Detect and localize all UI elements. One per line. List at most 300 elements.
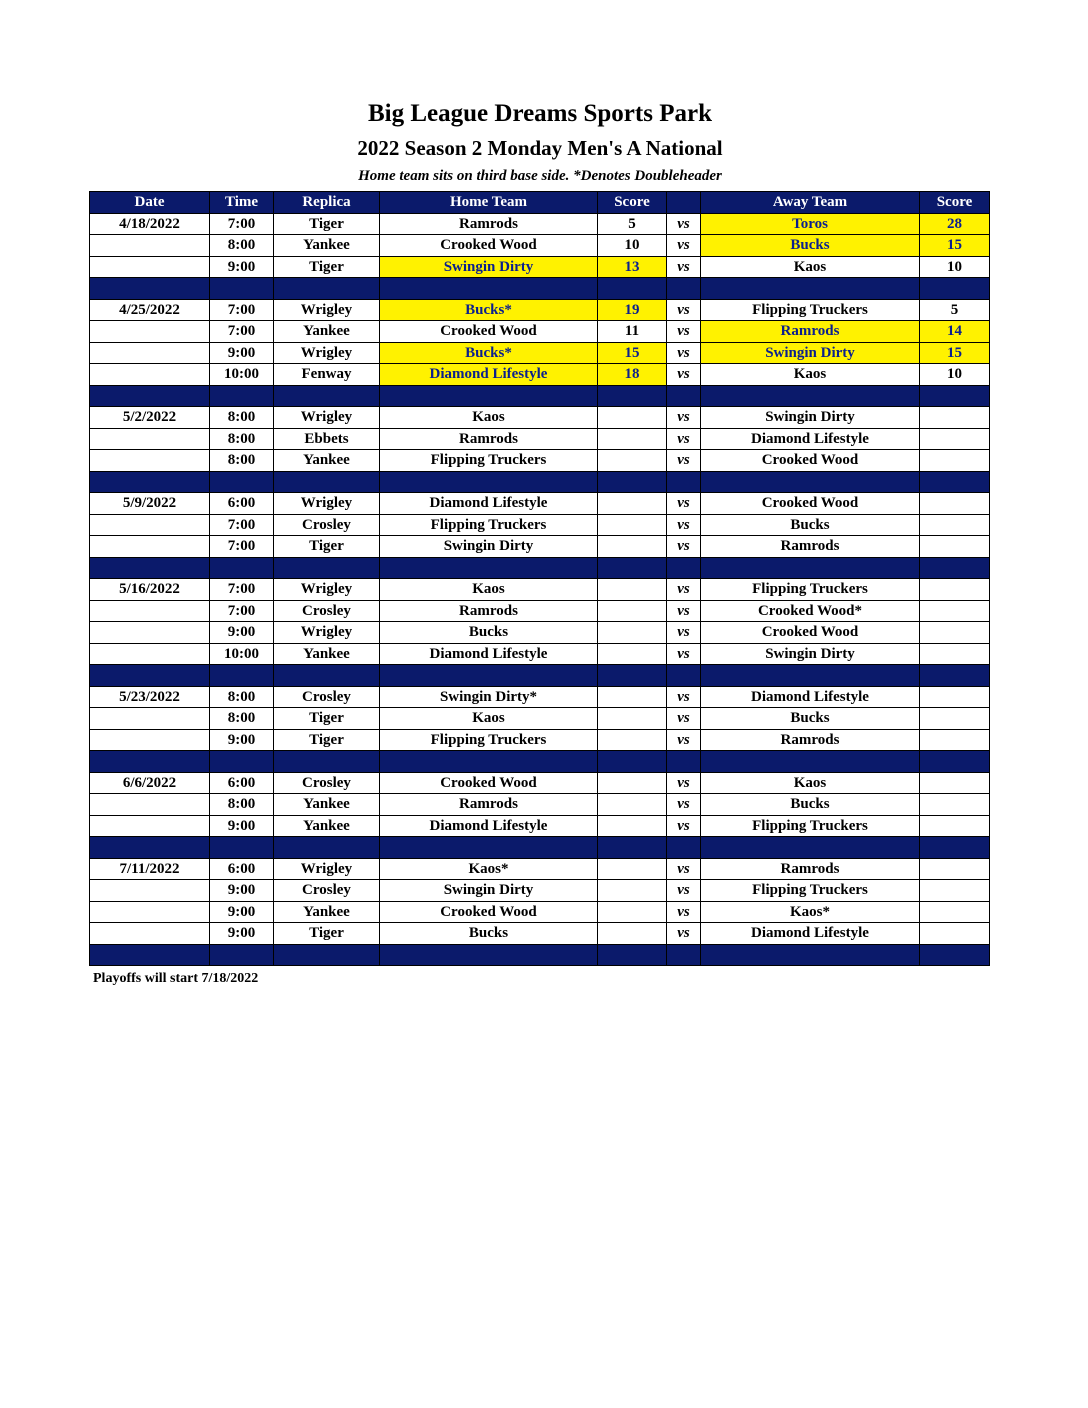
date-cell (90, 729, 210, 751)
date-cell: 6/6/2022 (90, 772, 210, 794)
date-cell (90, 256, 210, 278)
home-team-cell: Flipping Truckers (380, 514, 598, 536)
away-team-cell: Ramrods (701, 858, 920, 880)
separator-cell (274, 471, 380, 493)
separator-cell (920, 751, 990, 773)
week-separator-row (90, 385, 990, 407)
date-cell (90, 321, 210, 343)
table-row (90, 901, 990, 923)
week-separator-row (90, 557, 990, 579)
home-team-cell: Ramrods (380, 794, 598, 816)
separator-cell (210, 557, 274, 579)
home-team-cell: Swingin Dirty (380, 256, 598, 278)
separator-cell (380, 944, 598, 966)
table-row (90, 364, 990, 386)
date-cell (90, 364, 210, 386)
vs-cell: vs (667, 729, 701, 751)
vs-cell: vs (667, 256, 701, 278)
home-score-cell: 11 (598, 321, 667, 343)
vs-cell: vs (667, 213, 701, 235)
replica-cell: Yankee (274, 450, 380, 472)
page-title: Big League Dreams Sports Park (368, 100, 712, 127)
away-team-cell: Flipping Truckers (701, 815, 920, 837)
time-cell: 8:00 (210, 235, 274, 257)
home-score-cell (598, 729, 667, 751)
home-score-cell (598, 407, 667, 429)
vs-cell: vs (667, 880, 701, 902)
time-cell: 8:00 (210, 794, 274, 816)
column-header-away-score: Score (920, 192, 990, 214)
separator-cell (920, 278, 990, 300)
home-score-cell (598, 901, 667, 923)
away-team-cell: Ramrods (701, 536, 920, 558)
vs-cell: vs (667, 342, 701, 364)
away-team-cell: Kaos (701, 256, 920, 278)
date-cell: 4/18/2022 (90, 213, 210, 235)
away-team-cell: Bucks (701, 235, 920, 257)
week-separator-row (90, 278, 990, 300)
home-team-cell: Bucks* (380, 342, 598, 364)
home-team-cell: Crooked Wood (380, 235, 598, 257)
table-row (90, 536, 990, 558)
separator-cell (90, 471, 210, 493)
replica-cell: Ebbets (274, 428, 380, 450)
away-team-cell: Diamond Lifestyle (701, 686, 920, 708)
home-team-cell: Kaos (380, 579, 598, 601)
home-team-cell: Kaos (380, 407, 598, 429)
separator-cell (667, 665, 701, 687)
separator-cell (598, 557, 667, 579)
away-score-cell (920, 815, 990, 837)
replica-cell: Wrigley (274, 299, 380, 321)
separator-cell (210, 751, 274, 773)
vs-cell: vs (667, 428, 701, 450)
vs-cell: vs (667, 858, 701, 880)
date-cell (90, 428, 210, 450)
table-row (90, 600, 990, 622)
replica-cell: Tiger (274, 213, 380, 235)
away-team-cell: Diamond Lifestyle (701, 428, 920, 450)
away-team-cell: Diamond Lifestyle (701, 923, 920, 945)
replica-cell: Wrigley (274, 342, 380, 364)
away-team-cell: Crooked Wood* (701, 600, 920, 622)
replica-cell: Tiger (274, 256, 380, 278)
vs-cell: vs (667, 772, 701, 794)
separator-cell (701, 557, 920, 579)
away-team-cell: Kaos (701, 772, 920, 794)
home-score-cell (598, 686, 667, 708)
away-score-cell (920, 407, 990, 429)
schedule-body (90, 213, 990, 966)
separator-cell (274, 751, 380, 773)
table-row (90, 321, 990, 343)
home-score-cell (598, 450, 667, 472)
table-row (90, 794, 990, 816)
date-cell (90, 536, 210, 558)
separator-cell (90, 385, 210, 407)
table-row (90, 342, 990, 364)
away-score-cell (920, 450, 990, 472)
table-row (90, 923, 990, 945)
separator-cell (920, 471, 990, 493)
column-header-vs (667, 192, 701, 214)
date-cell (90, 923, 210, 945)
separator-cell (274, 944, 380, 966)
home-team-cell: Bucks (380, 622, 598, 644)
time-cell: 9:00 (210, 880, 274, 902)
column-header-replica: Replica (274, 192, 380, 214)
replica-cell: Fenway (274, 364, 380, 386)
home-team-cell: Bucks (380, 923, 598, 945)
replica-cell: Wrigley (274, 493, 380, 515)
separator-cell (90, 278, 210, 300)
vs-cell: vs (667, 643, 701, 665)
replica-cell: Wrigley (274, 579, 380, 601)
away-team-cell: Kaos* (701, 901, 920, 923)
away-score-cell: 15 (920, 342, 990, 364)
time-cell: 8:00 (210, 450, 274, 472)
home-team-cell: Diamond Lifestyle (380, 643, 598, 665)
away-team-cell: Ramrods (701, 729, 920, 751)
home-score-cell (598, 600, 667, 622)
time-cell: 6:00 (210, 858, 274, 880)
separator-cell (667, 751, 701, 773)
separator-cell (667, 557, 701, 579)
vs-cell: vs (667, 407, 701, 429)
away-team-cell: Crooked Wood (701, 493, 920, 515)
away-team-cell: Swingin Dirty (701, 407, 920, 429)
separator-cell (380, 751, 598, 773)
vs-cell: vs (667, 579, 701, 601)
home-score-cell (598, 794, 667, 816)
time-cell: 9:00 (210, 342, 274, 364)
separator-cell (380, 385, 598, 407)
date-cell: 5/16/2022 (90, 579, 210, 601)
separator-cell (274, 278, 380, 300)
replica-cell: Yankee (274, 901, 380, 923)
vs-cell: vs (667, 450, 701, 472)
away-score-cell: 15 (920, 235, 990, 257)
away-team-cell: Flipping Truckers (701, 299, 920, 321)
home-score-cell (598, 622, 667, 644)
separator-cell (701, 837, 920, 859)
away-score-cell (920, 622, 990, 644)
separator-cell (90, 665, 210, 687)
table-row (90, 235, 990, 257)
vs-cell: vs (667, 536, 701, 558)
separator-cell (598, 665, 667, 687)
away-score-cell (920, 514, 990, 536)
home-team-cell: Ramrods (380, 428, 598, 450)
schedule-note: Home team sits on third base side. *Denotes Doubleheader (358, 168, 722, 184)
home-score-cell (598, 643, 667, 665)
home-score-cell (598, 514, 667, 536)
separator-cell (701, 944, 920, 966)
vs-cell: vs (667, 923, 701, 945)
home-team-cell: Flipping Truckers (380, 729, 598, 751)
table-row (90, 815, 990, 837)
away-team-cell: Kaos (701, 364, 920, 386)
home-score-cell (598, 815, 667, 837)
page-subtitle: 2022 Season 2 Monday Men's A National (357, 136, 723, 160)
table-row (90, 514, 990, 536)
away-score-cell (920, 794, 990, 816)
table-row (90, 407, 990, 429)
separator-cell (210, 471, 274, 493)
separator-cell (210, 665, 274, 687)
away-team-cell: Crooked Wood (701, 450, 920, 472)
separator-cell (667, 278, 701, 300)
time-cell: 9:00 (210, 815, 274, 837)
separator-cell (90, 557, 210, 579)
away-team-cell: Crooked Wood (701, 622, 920, 644)
away-score-cell (920, 686, 990, 708)
replica-cell: Crosley (274, 880, 380, 902)
separator-cell (701, 665, 920, 687)
away-score-cell: 5 (920, 299, 990, 321)
home-team-cell: Ramrods (380, 600, 598, 622)
replica-cell: Yankee (274, 643, 380, 665)
date-cell (90, 450, 210, 472)
home-score-cell (598, 858, 667, 880)
separator-cell (380, 471, 598, 493)
away-score-cell (920, 493, 990, 515)
separator-cell (274, 665, 380, 687)
home-team-cell: Crooked Wood (380, 772, 598, 794)
time-cell: 10:00 (210, 364, 274, 386)
separator-cell (598, 278, 667, 300)
home-score-cell (598, 923, 667, 945)
schedule-table (89, 191, 990, 966)
table-row (90, 256, 990, 278)
separator-cell (274, 837, 380, 859)
replica-cell: Crosley (274, 686, 380, 708)
vs-cell: vs (667, 622, 701, 644)
date-cell (90, 643, 210, 665)
away-team-cell: Toros (701, 213, 920, 235)
time-cell: 7:00 (210, 536, 274, 558)
separator-cell (920, 665, 990, 687)
replica-cell: Wrigley (274, 407, 380, 429)
time-cell: 7:00 (210, 299, 274, 321)
home-team-cell: Ramrods (380, 213, 598, 235)
away-team-cell: Bucks (701, 794, 920, 816)
table-row (90, 299, 990, 321)
separator-cell (380, 665, 598, 687)
away-score-cell (920, 643, 990, 665)
time-cell: 7:00 (210, 321, 274, 343)
replica-cell: Tiger (274, 708, 380, 730)
home-score-cell: 5 (598, 213, 667, 235)
home-score-cell (598, 428, 667, 450)
vs-cell: vs (667, 815, 701, 837)
home-team-cell: Swingin Dirty* (380, 686, 598, 708)
away-team-cell: Ramrods (701, 321, 920, 343)
separator-cell (920, 944, 990, 966)
away-team-cell: Flipping Truckers (701, 579, 920, 601)
vs-cell: vs (667, 600, 701, 622)
date-cell: 5/2/2022 (90, 407, 210, 429)
replica-cell: Yankee (274, 321, 380, 343)
home-team-cell: Bucks* (380, 299, 598, 321)
time-cell: 9:00 (210, 256, 274, 278)
table-row (90, 729, 990, 751)
time-cell: 9:00 (210, 901, 274, 923)
separator-cell (920, 385, 990, 407)
table-row (90, 880, 990, 902)
week-separator-row (90, 471, 990, 493)
date-cell (90, 708, 210, 730)
replica-cell: Yankee (274, 815, 380, 837)
separator-cell (598, 471, 667, 493)
home-score-cell (598, 708, 667, 730)
table-row (90, 579, 990, 601)
away-score-cell: 14 (920, 321, 990, 343)
date-cell (90, 342, 210, 364)
home-team-cell: Flipping Truckers (380, 450, 598, 472)
table-header-row (90, 192, 990, 214)
separator-cell (701, 751, 920, 773)
week-separator-row (90, 837, 990, 859)
vs-cell: vs (667, 321, 701, 343)
time-cell: 10:00 (210, 643, 274, 665)
away-score-cell (920, 772, 990, 794)
replica-cell: Crosley (274, 600, 380, 622)
separator-cell (598, 944, 667, 966)
away-score-cell (920, 729, 990, 751)
home-score-cell (598, 536, 667, 558)
separator-cell (701, 278, 920, 300)
time-cell: 9:00 (210, 622, 274, 644)
separator-cell (667, 944, 701, 966)
date-cell (90, 901, 210, 923)
table-row (90, 686, 990, 708)
week-separator-row (90, 944, 990, 966)
separator-cell (90, 751, 210, 773)
home-team-cell: Crooked Wood (380, 321, 598, 343)
time-cell: 7:00 (210, 579, 274, 601)
table-row (90, 213, 990, 235)
separator-cell (598, 751, 667, 773)
date-cell (90, 600, 210, 622)
table-row (90, 858, 990, 880)
week-separator-row (90, 751, 990, 773)
time-cell: 7:00 (210, 514, 274, 536)
week-separator-row (90, 665, 990, 687)
separator-cell (274, 557, 380, 579)
home-score-cell: 18 (598, 364, 667, 386)
home-team-cell: Crooked Wood (380, 901, 598, 923)
away-score-cell: 10 (920, 256, 990, 278)
table-row (90, 622, 990, 644)
away-team-cell: Swingin Dirty (701, 342, 920, 364)
separator-cell (920, 557, 990, 579)
table-row (90, 643, 990, 665)
separator-cell (210, 385, 274, 407)
home-score-cell: 19 (598, 299, 667, 321)
date-cell: 7/11/2022 (90, 858, 210, 880)
away-score-cell (920, 858, 990, 880)
date-cell (90, 880, 210, 902)
away-score-cell (920, 600, 990, 622)
home-team-cell: Diamond Lifestyle (380, 493, 598, 515)
time-cell: 6:00 (210, 493, 274, 515)
home-score-cell (598, 880, 667, 902)
replica-cell: Yankee (274, 794, 380, 816)
vs-cell: vs (667, 514, 701, 536)
column-header-date: Date (90, 192, 210, 214)
date-cell (90, 235, 210, 257)
away-team-cell: Swingin Dirty (701, 643, 920, 665)
home-team-cell: Diamond Lifestyle (380, 815, 598, 837)
away-score-cell (920, 901, 990, 923)
replica-cell: Tiger (274, 923, 380, 945)
date-cell (90, 815, 210, 837)
away-score-cell (920, 708, 990, 730)
separator-cell (210, 837, 274, 859)
date-cell (90, 514, 210, 536)
away-score-cell (920, 880, 990, 902)
away-score-cell: 10 (920, 364, 990, 386)
vs-cell: vs (667, 686, 701, 708)
table-row (90, 493, 990, 515)
table-row (90, 428, 990, 450)
replica-cell: Crosley (274, 514, 380, 536)
table-row (90, 708, 990, 730)
home-score-cell: 15 (598, 342, 667, 364)
away-score-cell (920, 579, 990, 601)
separator-cell (667, 837, 701, 859)
separator-cell (380, 557, 598, 579)
separator-cell (380, 278, 598, 300)
separator-cell (667, 385, 701, 407)
home-team-cell: Diamond Lifestyle (380, 364, 598, 386)
vs-cell: vs (667, 493, 701, 515)
vs-cell: vs (667, 794, 701, 816)
away-team-cell: Bucks (701, 514, 920, 536)
column-header-time: Time (210, 192, 274, 214)
date-cell (90, 622, 210, 644)
separator-cell (210, 944, 274, 966)
time-cell: 7:00 (210, 600, 274, 622)
home-team-cell: Kaos (380, 708, 598, 730)
date-cell: 5/9/2022 (90, 493, 210, 515)
home-team-cell: Swingin Dirty (380, 880, 598, 902)
vs-cell: vs (667, 299, 701, 321)
time-cell: 8:00 (210, 428, 274, 450)
away-team-cell: Bucks (701, 708, 920, 730)
separator-cell (210, 278, 274, 300)
away-score-cell (920, 923, 990, 945)
home-score-cell: 13 (598, 256, 667, 278)
separator-cell (598, 837, 667, 859)
vs-cell: vs (667, 901, 701, 923)
home-team-cell: Kaos* (380, 858, 598, 880)
time-cell: 8:00 (210, 686, 274, 708)
separator-cell (920, 837, 990, 859)
separator-cell (598, 385, 667, 407)
away-score-cell (920, 428, 990, 450)
replica-cell: Tiger (274, 729, 380, 751)
time-cell: 9:00 (210, 729, 274, 751)
replica-cell: Wrigley (274, 622, 380, 644)
home-score-cell (598, 772, 667, 794)
time-cell: 8:00 (210, 407, 274, 429)
time-cell: 9:00 (210, 923, 274, 945)
time-cell: 7:00 (210, 213, 274, 235)
separator-cell (274, 385, 380, 407)
away-score-cell (920, 536, 990, 558)
